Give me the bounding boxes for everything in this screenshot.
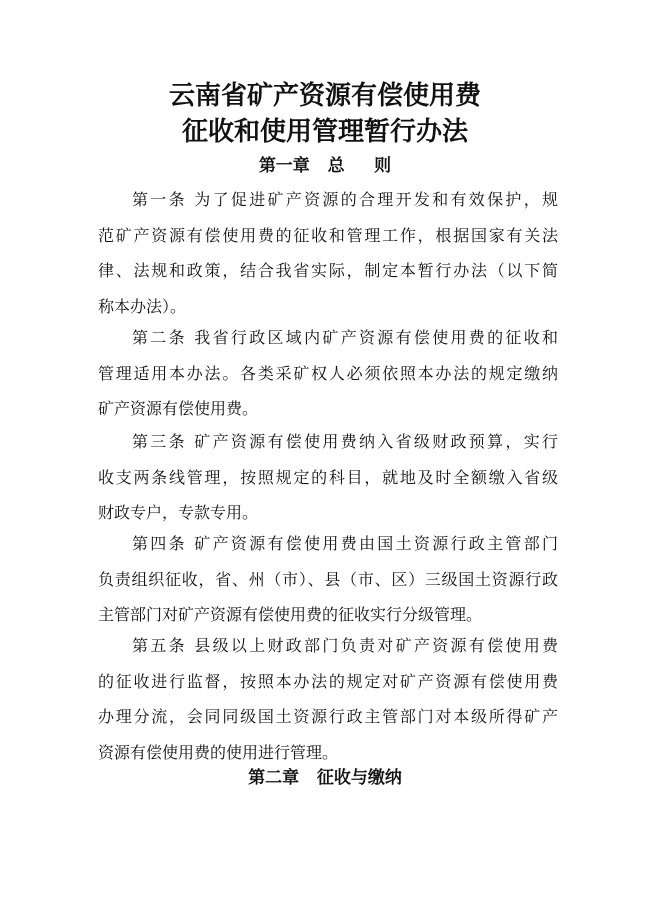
article-4 [98, 526, 558, 633]
article-line: 主管部门对矿产资源有偿使用费的征收实行分级管理。 [98, 605, 483, 624]
title-line: 征收和使用管理暂行办法 [181, 117, 468, 147]
article-line: 办理分流，会同同级国土资源行政主管部门对本级所得矿产 [98, 707, 558, 726]
article-1 [98, 182, 558, 324]
chapter-heading-1: 第一章 总 则 [258, 156, 392, 176]
article-line: 负责组织征收，省、州（市）、县（市、区）三级国土资源行政 [98, 569, 558, 589]
article-3 [98, 424, 558, 531]
article-line: 管理适用本办法。各类采矿权人必须依照本办法的规定缴纳 [98, 363, 558, 383]
article-line: 范矿产资源有偿使用费的征收和管理工作，根据国家有关法 [98, 225, 558, 245]
article-line: 第二条 我省行政区域内矿产资源有偿使用费的征收和 [132, 328, 558, 347]
article-line: 第五条 县级以上财政部门负责对矿产资源有偿使用费 [132, 636, 558, 655]
article-2 [98, 320, 558, 427]
article-line: 第四条 矿产资源有偿使用费由国土资源行政主管部门 [132, 534, 558, 553]
article-line: 矿产资源有偿使用费。 [98, 399, 259, 418]
article-line: 第一条 为了促进矿产资源的合理开发和有效保护，规 [132, 190, 558, 209]
article-line: 第三条 矿产资源有偿使用费纳入省级财政预算，实行 [132, 432, 558, 451]
article-line: 的征收进行监督，按照本办法的规定对矿产资源有偿使用费 [98, 671, 558, 691]
article-5 [98, 628, 558, 770]
article-line: 律、法规和政策，结合我省实际，制定本暂行办法（以下简 [98, 261, 558, 280]
article-line: 称本办法）。 [98, 296, 187, 316]
article-line: 财政专户，专款专用。 [98, 503, 259, 522]
document-title [0, 78, 650, 150]
article-line: 收支两条线管理，按照规定的科目，就地及时全额缴入省级 [98, 467, 558, 487]
article-line: 资源有偿使用费的使用进行管理。 [98, 742, 339, 762]
title-line: 云南省矿产资源有偿使用费 [168, 81, 481, 111]
chapter-heading-2: 第二章 征收与缴纳 [248, 768, 402, 788]
